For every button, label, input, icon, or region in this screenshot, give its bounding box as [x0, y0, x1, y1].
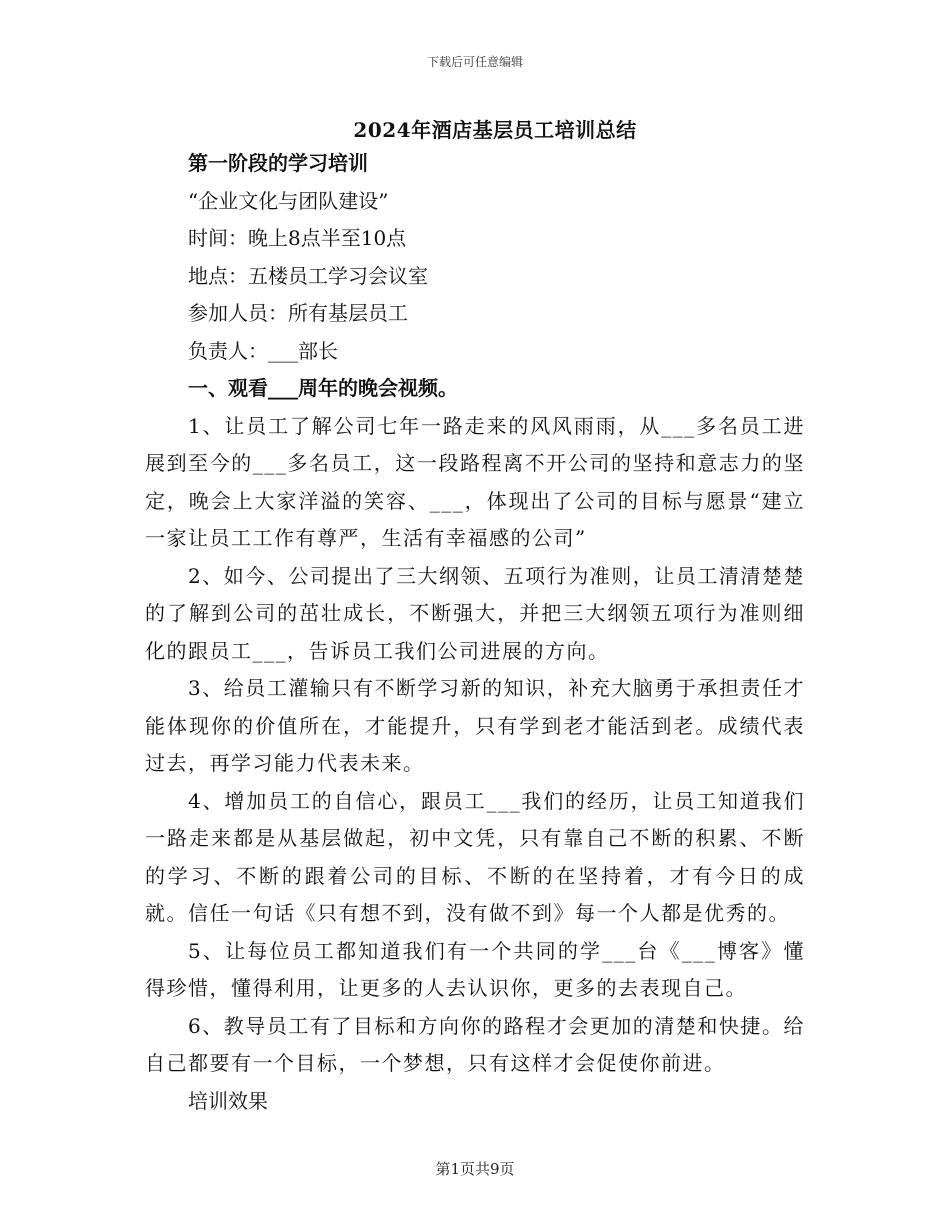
paragraph-3: 3、给员工灌输只有不断学习新的知识，补充大脑勇于承担责任才能体现你的价值所在，才能提升，只有学到老才能活到老。成绩代表过去，再学习能力代表未来。 [145, 676, 805, 775]
section-heading: 第一阶段的学习培训 [188, 151, 368, 175]
page-number: 第1页共9页 [435, 1160, 515, 1178]
paragraph-6: 6、教导员工有了目标和方向你的路程才会更加的清楚和快捷。给自己都要有一个目标，一个梦想，只有这样才会促使你前进。 [145, 1013, 805, 1075]
training-topic: “企业文化与团队建设” [188, 188, 389, 213]
paragraph-1: 1、让员工了解公司七年一路走来的风风雨雨，从___多名员工进展到至今的___多名员工，这一段路程离不开公司的坚持和意志力的坚定，晚会上大家洋溢的笑容、___，体现出了公司的目标与愿景“建立一家让员工工作有尊严，生活有幸福感的公司” [145, 413, 805, 550]
training-responsible: 负责人：___部长 [188, 338, 338, 363]
paragraph-4: 4、增加员工的自信心，跟员工___我们的经历，让员工知道我们一路走来都是从基层做起，初中文凭，只有靠自己不断的积累、不断的学习、不断的跟着公司的目标、不断的在坚持着，才有今日的成就。信任一句话《只有想不到，没有做不到》每一个人都是优秀的。 [145, 788, 805, 925]
training-location: 地点：五楼员工学习会议室 [188, 263, 428, 288]
training-time: 时间：晚上8点半至10点 [188, 226, 407, 250]
header-note: 下载后可任意编辑 [426, 55, 523, 69]
document-body [145, 145, 805, 1120]
closing-heading: 培训效果 [188, 1088, 268, 1113]
part-heading: 一、观看___周年的晚会视频。 [188, 376, 458, 400]
paragraph-5: 5、让每位员工都知道我们有一个共同的学___台《___博客》懂得珍惜，懂得利用，让更多的人去认识你，更多的去表现自己。 [145, 938, 805, 1000]
paragraph-2: 2、如今、公司提出了三大纲领、五项行为准则，让员工清清楚楚的了解到公司的茁壮成长，不断强大，并把三大纲领五项行为准则细化的跟员工___，告诉员工我们公司进展的方向。 [145, 563, 805, 663]
document-title: 2024年酒店基层员工培训总结 [353, 118, 637, 142]
training-participants: 参加人员：所有基层员工 [188, 301, 408, 325]
